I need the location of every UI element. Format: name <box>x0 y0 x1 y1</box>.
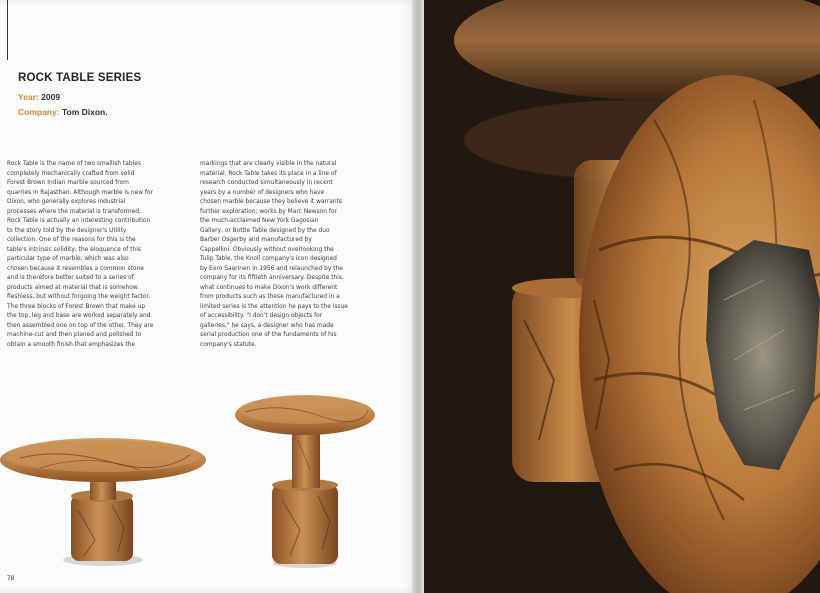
body-line: company's statute. <box>200 341 257 348</box>
body-line: Barber Osgerby and manufactured by <box>200 237 312 243</box>
body-line: by Eero Saarinen in 1956 and relaunched by the <box>200 265 343 272</box>
body-line: particular type of marble, which was also <box>7 256 129 262</box>
body-line: galleries," he says, a designer who has made <box>200 322 334 329</box>
body-line: the top, leg and base are worked separately and <box>7 313 151 319</box>
body-line: Cappellini. Obviously without overlooking the <box>200 246 334 253</box>
body-line: and is therefore better suited to a series of <box>7 275 134 281</box>
body-line: Gallery, or Bottle Table designed by the duo <box>200 227 330 234</box>
company-label: Company: <box>18 107 60 117</box>
body-line: chosen because it resembles a common stone <box>7 265 144 272</box>
body-line: research conducted simultaneously in recent <box>200 180 333 186</box>
year-label: Year: <box>18 92 39 102</box>
body-line: to the story told by the designer's Utility <box>7 227 127 234</box>
body-line: completely mechanically crafted from solid <box>7 170 135 177</box>
marble-closeup-photo <box>424 0 820 593</box>
body-line: Forest Brown Indian marble sourced from <box>7 180 129 186</box>
company-value: Tom Dixon. <box>61 107 108 117</box>
body-line: collection. One of the reasons for this is the <box>7 237 136 243</box>
body-line: material. Rock Table takes its place in a line of <box>200 170 337 177</box>
body-line: processes where the material is transformed, <box>7 208 141 215</box>
body-line: of accessibility. "I don't design objects for <box>200 313 323 319</box>
body-line: Rock Table is actually an interesting contribution <box>7 218 151 224</box>
body-line: table's intrinsic solidity, the eloquence of this <box>7 246 141 253</box>
body-line: fleshless, but without forgoing the weight factor. <box>7 294 151 300</box>
body-line: machine-cut and then planed and polished to <box>7 332 142 338</box>
body-line: products aimed at material that is somehow <box>7 284 138 291</box>
body-line: further exploration; works by Marc Newson for <box>200 208 337 215</box>
right-page-photo <box>424 0 820 593</box>
body-line: years by a number of designers who have <box>200 189 325 196</box>
rock-table-tall <box>235 395 375 568</box>
body-line: Rock Table is the name of two smallish tables <box>7 161 141 167</box>
body-line: from products such as these manufactured in a <box>200 294 340 300</box>
body-line: chosen marble because they believe it warrants <box>200 199 343 205</box>
page-number: 78 <box>7 575 15 582</box>
body-line: obtain a smooth finish that emphasizes the <box>7 341 135 348</box>
body-line: Dixon, who generally explores industrial <box>7 199 126 205</box>
body-line: company for its fiftieth anniversary. Despite this, <box>200 275 344 281</box>
year-value: 2009 <box>41 92 61 102</box>
body-line: The three blocks of Forest Brown that make up <box>7 303 146 310</box>
body-line: quarries in Rajasthan. Although marble is new for <box>7 189 154 196</box>
body-line: Tulip Table, the Knoll company's icon designed <box>200 256 337 262</box>
body-line: the much-acclaimed New York Gagosian <box>200 218 319 224</box>
body-line: then assembled one on top of the other. They are <box>7 322 154 329</box>
body-line: what continues to make Dixon's work different <box>200 284 338 291</box>
rock-table-wide <box>0 438 206 566</box>
article-title: ROCK TABLE SERIES <box>18 72 142 84</box>
body-line: serial production one of the fundaments of his <box>200 332 337 338</box>
body-line: markings that are clearly visible in the natural <box>200 161 337 167</box>
body-line: limited series is the attention he pays to the issue <box>200 303 348 310</box>
